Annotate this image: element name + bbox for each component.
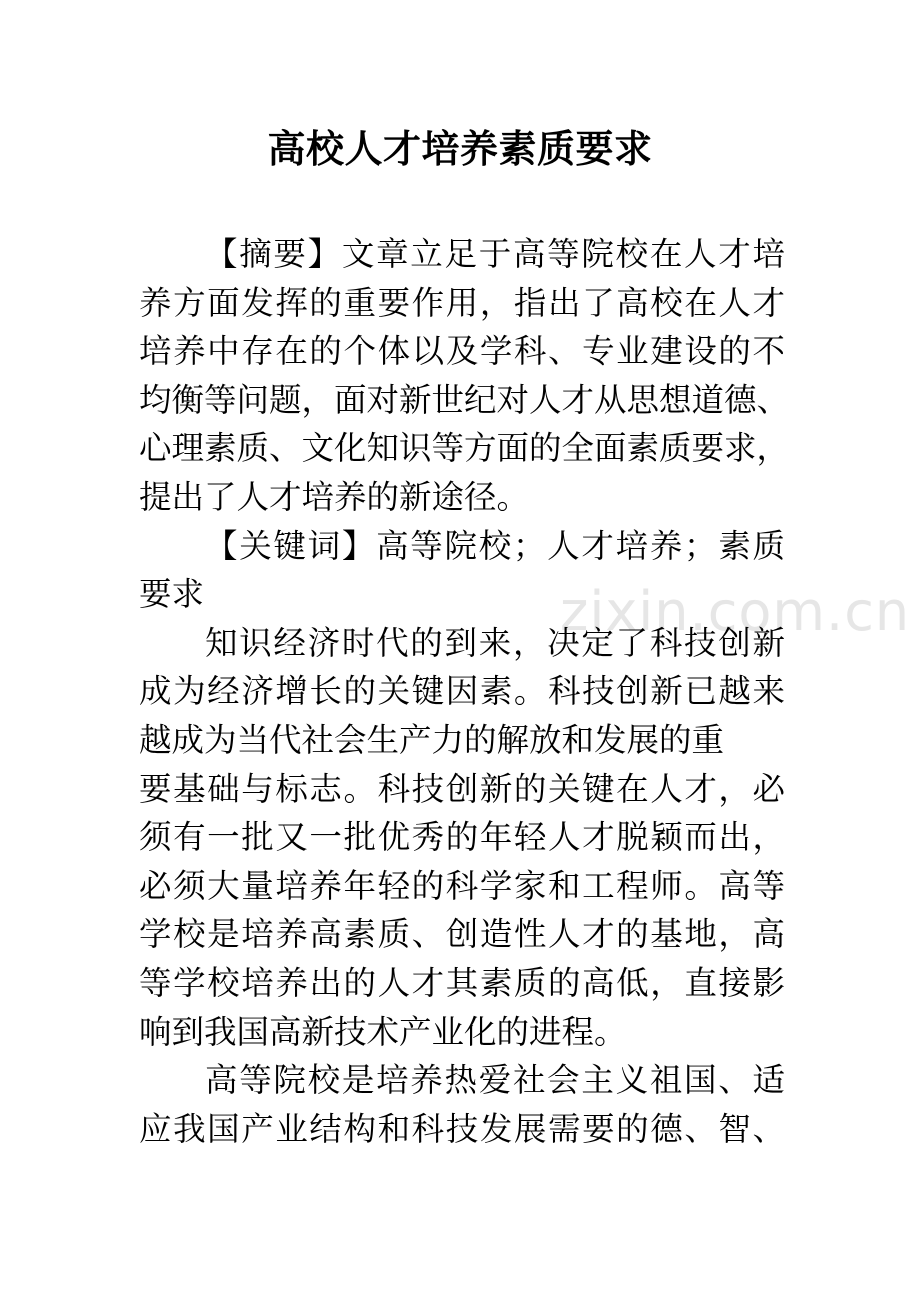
text-line: 提出了人才培养的新途径。 — [139, 477, 530, 516]
text-line: 知识经济时代的到来，决定了科技创新 — [205, 623, 785, 662]
text-line: 成为经济增长的关键因素。科技创新已越来 — [139, 672, 785, 711]
text-line: 均衡等问题，面对新世纪对人才从思想道德、 — [139, 380, 790, 419]
text-line: 心理素质、文化知识等方面的全面素质要求， — [139, 429, 790, 468]
text-line: 须有一批又一批优秀的年轻人才脱颖而出， — [139, 818, 785, 857]
text-line: 应我国产业结构和科技发展需要的德、智、 — [139, 1109, 785, 1148]
text-line: 学校是培养高素质、创造性人才的基地，高 — [139, 915, 785, 954]
text-line: 必须大量培养年轻的科学家和工程师。高等 — [139, 866, 785, 905]
text-line: 要求 — [139, 575, 205, 614]
page-title: 高校人才培养素质要求 — [267, 126, 653, 171]
text-line: 【摘要】文章立足于高等院校在人才培 — [205, 235, 785, 273]
text-line: 要基础与标志。科技创新的关键在人才，必 — [139, 769, 785, 808]
text-line: 高等院校是培养热爱社会主义祖国、适 — [205, 1061, 785, 1100]
document-body — [139, 230, 790, 1153]
text-line: 越成为当代社会生产力的解放和发展的重 — [139, 720, 725, 759]
text-line: 养方面发挥的重要作用，指出了高校在人才 — [139, 283, 785, 322]
text-line: 响到我国高新技术产业化的进程。 — [139, 1012, 627, 1051]
text-line: 等学校培养出的人才其素质的高低，直接影 — [139, 963, 785, 1002]
text-line: 【关键词】高等院校；人才培养；素质 — [205, 526, 785, 565]
watermark: zixin.com.cn — [560, 580, 911, 643]
text-line: 培养中存在的个体以及学科、专业建设的不 — [139, 332, 785, 371]
